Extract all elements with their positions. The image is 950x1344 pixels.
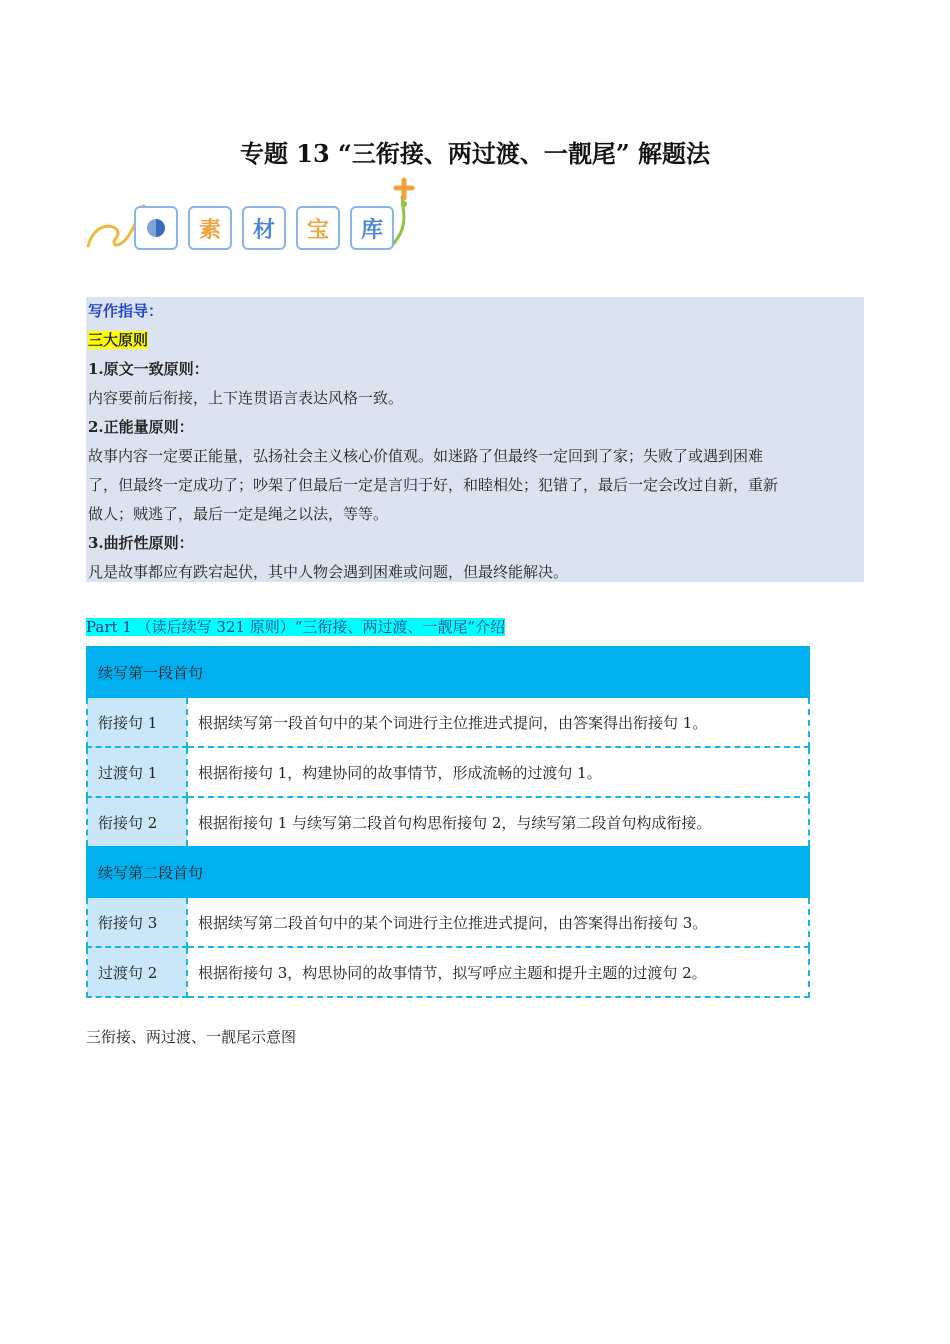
row-text: 根据续写第一段首句中的某个词进行主位推进式提问，由答案得出衔接句 1。 xyxy=(187,697,809,747)
row-label: 衔接句 1 xyxy=(87,697,187,747)
guide-heading: 写作指导： xyxy=(88,302,164,320)
principle-3-text: 凡是故事都应有跌宕起伏，其中人物会遇到困难或问题，但最终能解决。 xyxy=(88,563,569,581)
principle-3-title: 3.曲折性原则： xyxy=(88,534,194,552)
row-text: 根据衔接句 3，构思协同的故事情节，拟写呼应主题和提升主题的过渡句 2。 xyxy=(187,947,809,997)
principle-2-line-2: 了，但最终一定成功了；吵架了但最后一定是言归于好，和睦相处；犯错了，最后一定会改过自新，重新 xyxy=(88,476,779,494)
globe-icon xyxy=(145,217,167,239)
table-row xyxy=(87,897,809,947)
writing-guide-box xyxy=(86,297,864,582)
principle-2-title: 2.正能量原则： xyxy=(88,418,194,436)
section-1-label: 续写第一段首句 xyxy=(87,647,809,697)
banner-char-3: 宝 xyxy=(296,206,340,250)
row-label: 衔接句 2 xyxy=(87,797,187,847)
table-row xyxy=(87,747,809,797)
part1-heading: Part 1 （读后续写 321 原则）“三衔接、两过渡、一靓尾”介绍 xyxy=(86,618,506,636)
row-label: 过渡句 2 xyxy=(87,947,187,997)
table-row xyxy=(87,797,809,847)
banner-char-1: 素 xyxy=(188,206,232,250)
row-text: 根据衔接句 1，构建协同的故事情节，形成流畅的过渡句 1。 xyxy=(187,747,809,797)
banner-char-4: 库 xyxy=(350,206,394,250)
row-label: 过渡句 1 xyxy=(87,747,187,797)
row-text: 根据续写第二段首句中的某个词进行主位推进式提问，由答案得出衔接句 3。 xyxy=(187,897,809,947)
table-section-row xyxy=(87,847,809,897)
globe-badge xyxy=(134,206,178,250)
page-title: 专题 13 “三衔接、两过渡、一靓尾” 解题法 xyxy=(239,139,711,168)
table-section-row xyxy=(87,647,809,697)
structure-table xyxy=(86,646,810,998)
principle-1-title: 1.原文一致原则： xyxy=(88,360,209,378)
row-text: 根据衔接句 1 与续写第二段首句构思衔接句 2，与续写第二段首句构成衔接。 xyxy=(187,797,809,847)
table-row xyxy=(87,947,809,997)
banner-char-2: 材 xyxy=(242,206,286,250)
table-row xyxy=(87,697,809,747)
principles-highlight: 三大原则 xyxy=(88,331,149,349)
diagram-caption: 三衔接、两过渡、一靓尾示意图 xyxy=(86,1028,297,1046)
principle-1-text: 内容要前后衔接，上下连贯语言表达风格一致。 xyxy=(88,389,404,407)
principle-2-line-3: 做人；贼逃了，最后一定是绳之以法，等等。 xyxy=(88,505,389,523)
row-label: 衔接句 3 xyxy=(87,897,187,947)
section-2-label: 续写第二段首句 xyxy=(87,847,809,897)
principle-2-line-1: 故事内容一定要正能量，弘扬社会主义核心价值观。如迷路了但最终一定回到了家；失败了或遇到困难 xyxy=(88,447,764,465)
